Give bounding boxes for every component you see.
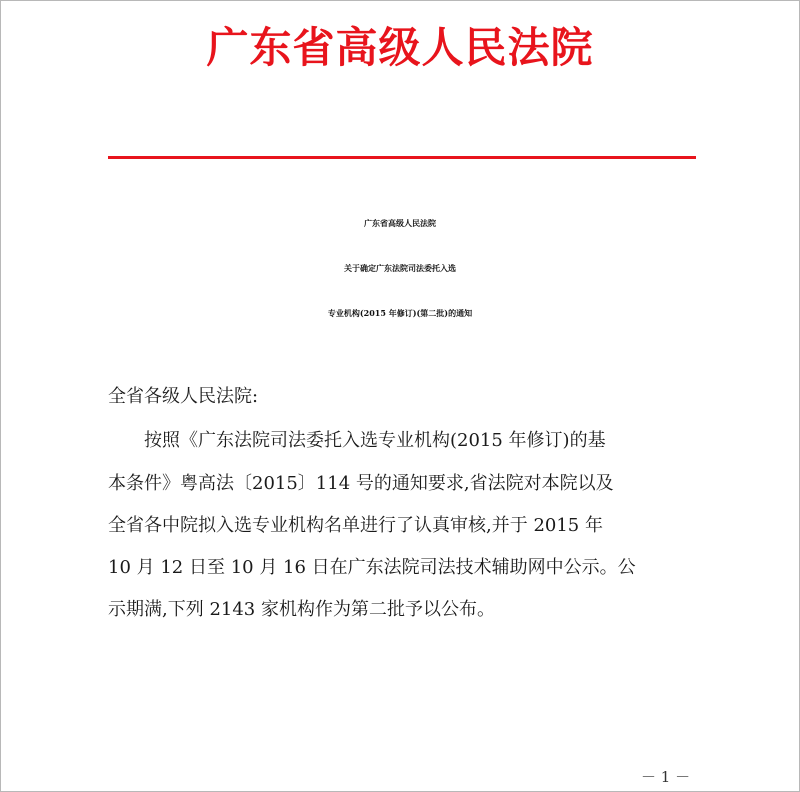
title-line-3: 专业机构(2015 年修订)(第二批)的通知 (327, 308, 473, 318)
page-number: － 1 － (641, 768, 691, 786)
body-line-5: 示期满,下列 2143 家机构作为第二批予以公布。 (108, 599, 495, 620)
body-line-3: 全省各中院拟入选专业机构名单进行了认真审核,并于 2015 年 (108, 515, 603, 536)
issuing-authority-masthead: 广东省高级人民法院 (206, 23, 594, 72)
document-number (1, 123, 799, 149)
body-line-4: 10 月 12 日至 10 月 16 日在广东法院司法技术辅助网中公示。公 (108, 557, 636, 578)
red-separator-line (108, 156, 696, 159)
title-line-1: 广东省高级人民法院 (364, 218, 436, 228)
title-line-2: 关于确定广东法院司法委托入选 (344, 263, 456, 273)
body-line-1: 按照《广东法院司法委托入选专业机构(2015 年修订)的基 (144, 430, 606, 451)
body-line-2: 本条件》粤高法〔2015〕114 号的通知要求,省法院对本院以及 (108, 473, 614, 494)
salutation: 全省各级人民法院: (108, 386, 259, 407)
document-title (1, 201, 799, 336)
